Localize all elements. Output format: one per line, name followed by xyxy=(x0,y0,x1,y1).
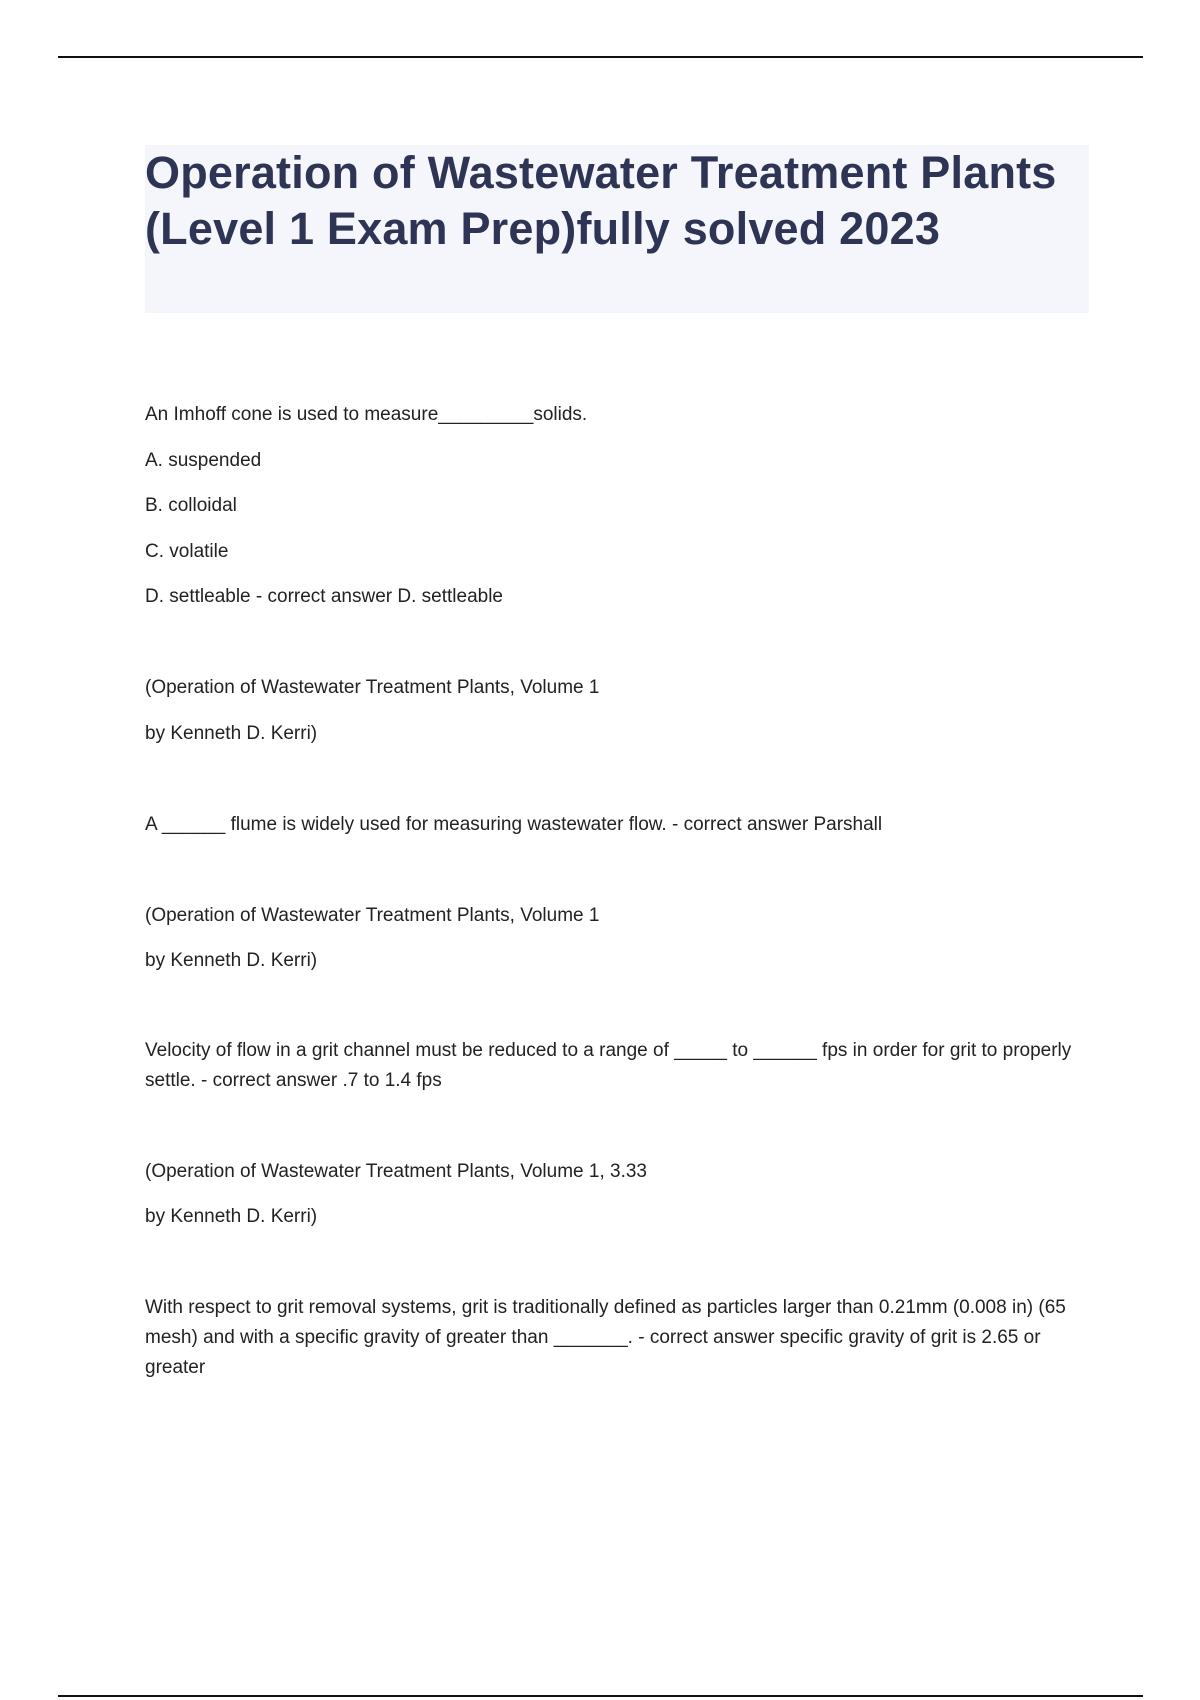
question-1-option-a: A. suspended xyxy=(145,450,262,471)
document-title: Operation of Wastewater Treatment Plants (Level 1 Exam Prep)fully solved 2023 xyxy=(145,147,1057,254)
question-2-source: (Operation of Wastewater Treatment Plants, Volume 1 xyxy=(145,905,600,926)
question-1-option-d: D. settleable - correct answer D. settleable xyxy=(145,586,503,607)
top-rule xyxy=(58,56,1143,58)
question-1-text: An Imhoff cone is used to measure_________solids. xyxy=(145,404,588,425)
question-1-source: (Operation of Wastewater Treatment Plants, Volume 1 xyxy=(145,677,600,698)
bottom-rule xyxy=(58,1695,1143,1697)
question-2-text: A ______ flume is widely used for measuring wastewater flow. - correct answer Parshall xyxy=(145,814,883,835)
question-4-text: With respect to grit removal systems, grit is traditionally defined as particles larger than 0.21mm (0.008 in) (65 mesh) and with a specific gravity of greater than _______. - correct answer specific gravity of grit is 2.65 or greater xyxy=(145,1297,1066,1378)
question-1-option-c: C. volatile xyxy=(145,541,229,562)
title-banner xyxy=(145,145,1089,313)
question-2-author: by Kenneth D. Kerri) xyxy=(145,950,318,971)
question-3-source: (Operation of Wastewater Treatment Plants, Volume 1, 3.33 xyxy=(145,1161,647,1182)
question-3-text: Velocity of flow in a grit channel must be reduced to a range of _____ to ______ fps in order for grit to properly settle. - correct answer .7 to 1.4 fps xyxy=(145,1040,1072,1091)
question-1-option-b: B. colloidal xyxy=(145,495,237,516)
question-3-author: by Kenneth D. Kerri) xyxy=(145,1206,318,1227)
question-1-author: by Kenneth D. Kerri) xyxy=(145,723,318,744)
